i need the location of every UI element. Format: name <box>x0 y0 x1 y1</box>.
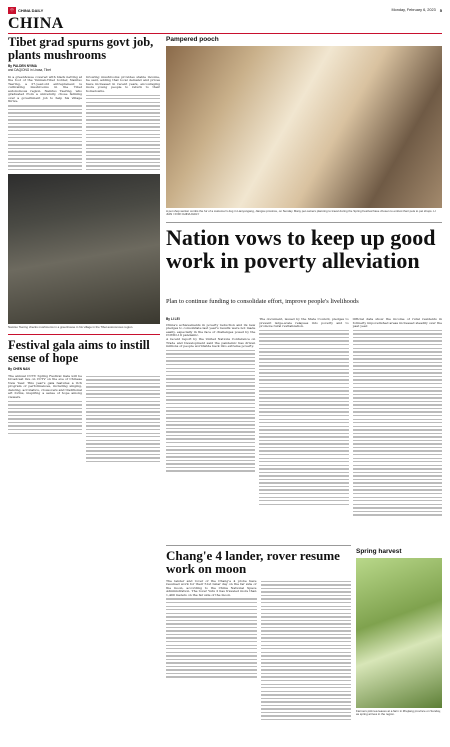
rule <box>166 222 442 223</box>
festival-paragraph: The annual CCTV Spring Festival Gala will be broadcast live on CCTV on the eve of Chinese New Year. This year's gala features a rich program of performances, including singing, dancing, acrobatics, crossovers and traditional art forms, inspiring a sense of hope among viewers. <box>8 373 82 399</box>
text-line <box>8 431 82 435</box>
tibet-photo-caption: Namtso Tsering checks mushrooms in a greenhouse in his village in the Tibet autonomous region. <box>8 325 134 330</box>
text-line <box>86 168 160 172</box>
tibet-paragraph: In a greenhouse covered with black netting at the foot of the Yunnan-Tibet border, Namtso Tsering, a 27-year-old entrepreneur, is cultivating mushrooms in the Tibet autonomous region. Namtso Tsering, who graduated from a university, chose farming over a government job to help his village thrive. <box>8 74 82 104</box>
spring-title: Spring harvest <box>356 548 402 555</box>
tibet-headline: Tibet grad spurns govt job, plants mushrooms <box>8 35 154 62</box>
tibet-body <box>8 76 160 172</box>
paper-name: CHINA DAILY <box>18 7 44 13</box>
tibet-byline-location: and DAQIONG in Lhasa, Tibet <box>8 67 51 72</box>
festival-body <box>8 375 160 464</box>
text-line <box>8 168 82 172</box>
festival-byline: By CHEN NAN <box>8 366 30 371</box>
top-bar <box>8 6 442 14</box>
change-headline: Chang'e 4 lander, rover resume work on moon <box>166 547 340 576</box>
nation-paragraph: Official data show the income of rural residents in formerly impoverished areas increased steadily over the past year. <box>352 317 442 329</box>
issue-date: Monday, February 6, 2023 <box>391 8 436 12</box>
pamper-photo <box>166 46 442 208</box>
change-paragraph: The lander and rover of the Chang'e 4 probe have resumed work for their 51st lunar day on the far side of the moon, according to the China National Space Administration. The rover Yutu 2 has traveled more than 1,400 meters on the far side of the moon. <box>166 578 257 597</box>
nation-subhead: Plan to continue funding to consolidate effort, improve people's livelihoods <box>166 298 359 305</box>
nation-body <box>166 318 442 517</box>
paper-logo-icon: 中 <box>8 7 16 14</box>
change-story <box>166 545 351 721</box>
text-line <box>353 513 442 517</box>
tibet-paragraph: Growing mushrooms provides stable income, he said, adding that local demand and prices have increased in recent years, encouraging more young people to return to their hometowns. <box>86 74 160 93</box>
section-title: CHINA <box>8 15 64 32</box>
pamper-title: Pampered pooch <box>166 36 219 43</box>
nation-headline: Nation vows to keep up good work in poverty alleviation <box>166 225 436 273</box>
text-line <box>166 469 255 473</box>
nation-paragraph: The document, issued by the State Council, pledges to prevent large-scale relapses into poverty and to promote rural revitalization. <box>259 317 349 329</box>
pamper-caption: A pet shop worker combs the fur of a customer's dog in Lianyungang, Jiangsu province, on Sunday. Many pet owners planning to travel during the Spring Festival have chosen to entrust their pets to pet shops. LI JIAN / FOR CHINA DAILY <box>166 209 436 217</box>
section-rule <box>8 33 442 34</box>
tibet-photo <box>8 174 160 324</box>
text-line <box>259 502 348 506</box>
nation-paragraph: China's achievements in poverty reduction and its new pledges to consolidate last year's results were not made easily, especially in the face of challenges posed by the COVID-19 pandemic. <box>166 322 256 338</box>
story-divider <box>8 334 160 335</box>
tibet-byline: By PALDEN NYIMA <box>8 64 37 68</box>
festival-headline: Festival gala aims to instill sense of hope <box>8 337 150 365</box>
text-line <box>166 675 257 679</box>
page-number: 5 <box>439 7 442 13</box>
change-body <box>166 580 351 722</box>
left-column <box>8 36 160 463</box>
nation-byline: By LI LEI <box>166 317 180 321</box>
rule <box>166 545 351 546</box>
spring-photo <box>356 558 442 708</box>
text-line <box>261 718 352 722</box>
spring-caption: Farmers pick tea leaves at a farm in Zhejiang province on Sunday, as spring arrives in the region. <box>356 709 441 717</box>
text-line <box>86 460 160 464</box>
nation-paragraph: A recent report by the United Nations Conference on Trade and Development said the pandemic has driven millions of people worldwide back into extreme poverty. <box>166 336 256 349</box>
